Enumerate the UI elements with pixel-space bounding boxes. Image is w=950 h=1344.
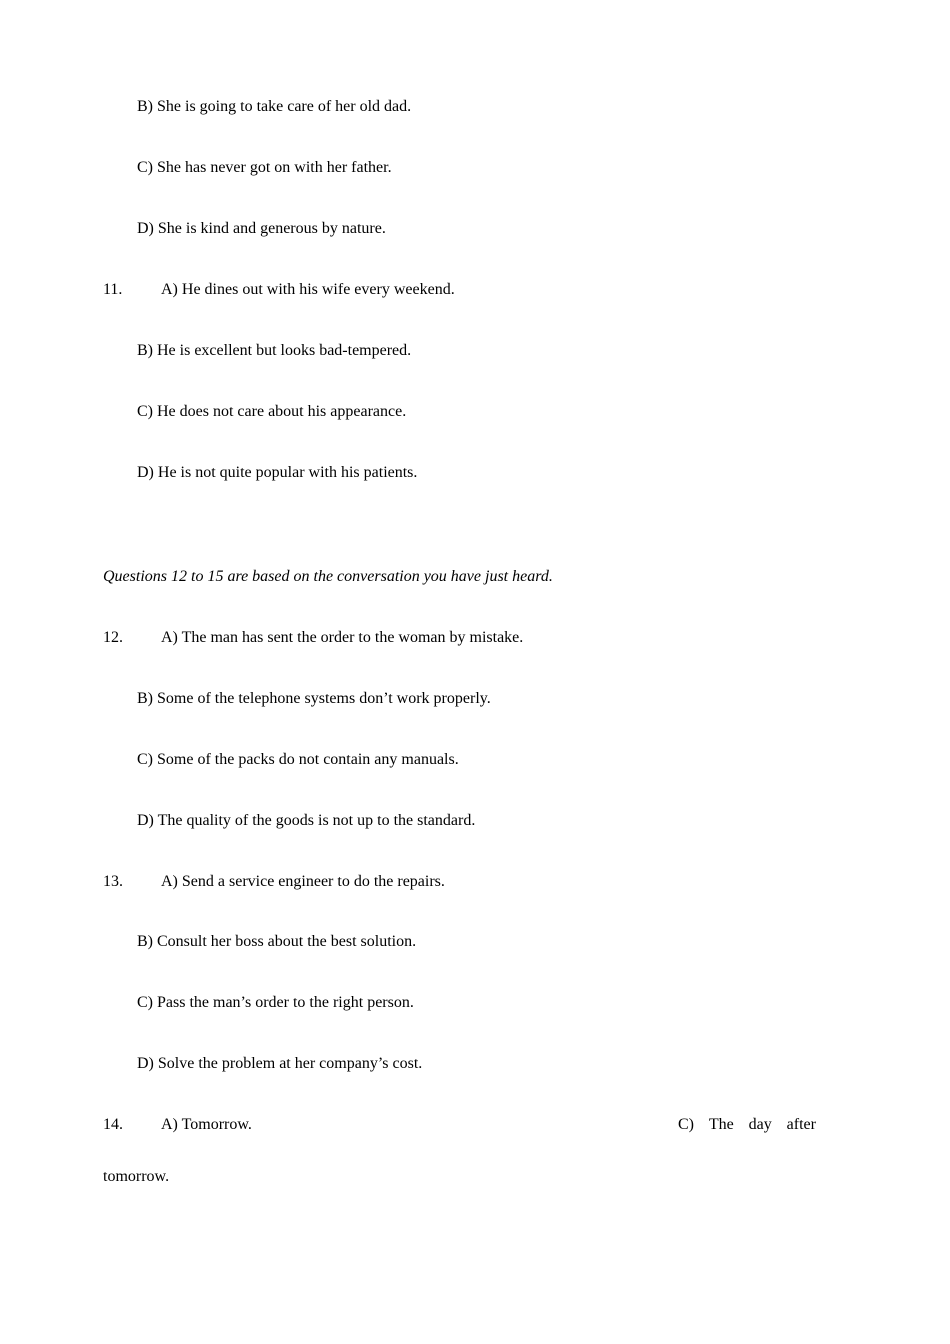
q12-number: 12.	[103, 629, 123, 646]
q14-option-c-word: after	[786, 1116, 816, 1133]
q14-option-c-continued: tomorrow.	[103, 1168, 170, 1185]
q13-option-b: B) Consult her boss about the best solution.	[137, 933, 417, 950]
q13-option-c: C) Pass the man’s order to the right person.	[137, 994, 414, 1011]
q11-option-d: D) He is not quite popular with his patients.	[137, 464, 418, 481]
q12-option-c: C) Some of the packs do not contain any manuals.	[137, 751, 459, 768]
q10-option-d: D) She is kind and generous by nature.	[137, 220, 386, 237]
q12-option-a: A) The man has sent the order to the woman by mistake.	[161, 629, 524, 646]
q11-number: 11.	[103, 281, 123, 298]
q14-option-c-word: The	[708, 1116, 734, 1133]
q14-option-a: A) Tomorrow.	[161, 1116, 252, 1133]
q12-option-d: D) The quality of the goods is not up to the standard.	[137, 812, 476, 829]
q13-number: 13.	[103, 873, 123, 890]
q11-option-c: C) He does not care about his appearance.	[137, 403, 407, 420]
q14-option-c-word: day	[748, 1116, 772, 1133]
q11-option-b: B) He is excellent but looks bad-tempered.	[137, 342, 412, 359]
q11-option-a: A) He dines out with his wife every weekend.	[161, 281, 455, 298]
q13-option-d: D) Solve the problem at her company’s cost.	[137, 1055, 423, 1072]
q14-option-c	[678, 1115, 816, 1135]
q13-option-a: A) Send a service engineer to do the repairs.	[161, 873, 445, 890]
section-instruction: Questions 12 to 15 are based on the conversation you have just heard.	[103, 568, 553, 585]
q10-option-b: B) She is going to take care of her old dad.	[137, 98, 412, 115]
q10-option-c: C) She has never got on with her father.	[137, 159, 392, 176]
q12-option-b: B) Some of the telephone systems don’t work properly.	[137, 690, 491, 707]
q14-option-c-word: C)	[678, 1116, 694, 1133]
q14-number: 14.	[103, 1116, 123, 1133]
